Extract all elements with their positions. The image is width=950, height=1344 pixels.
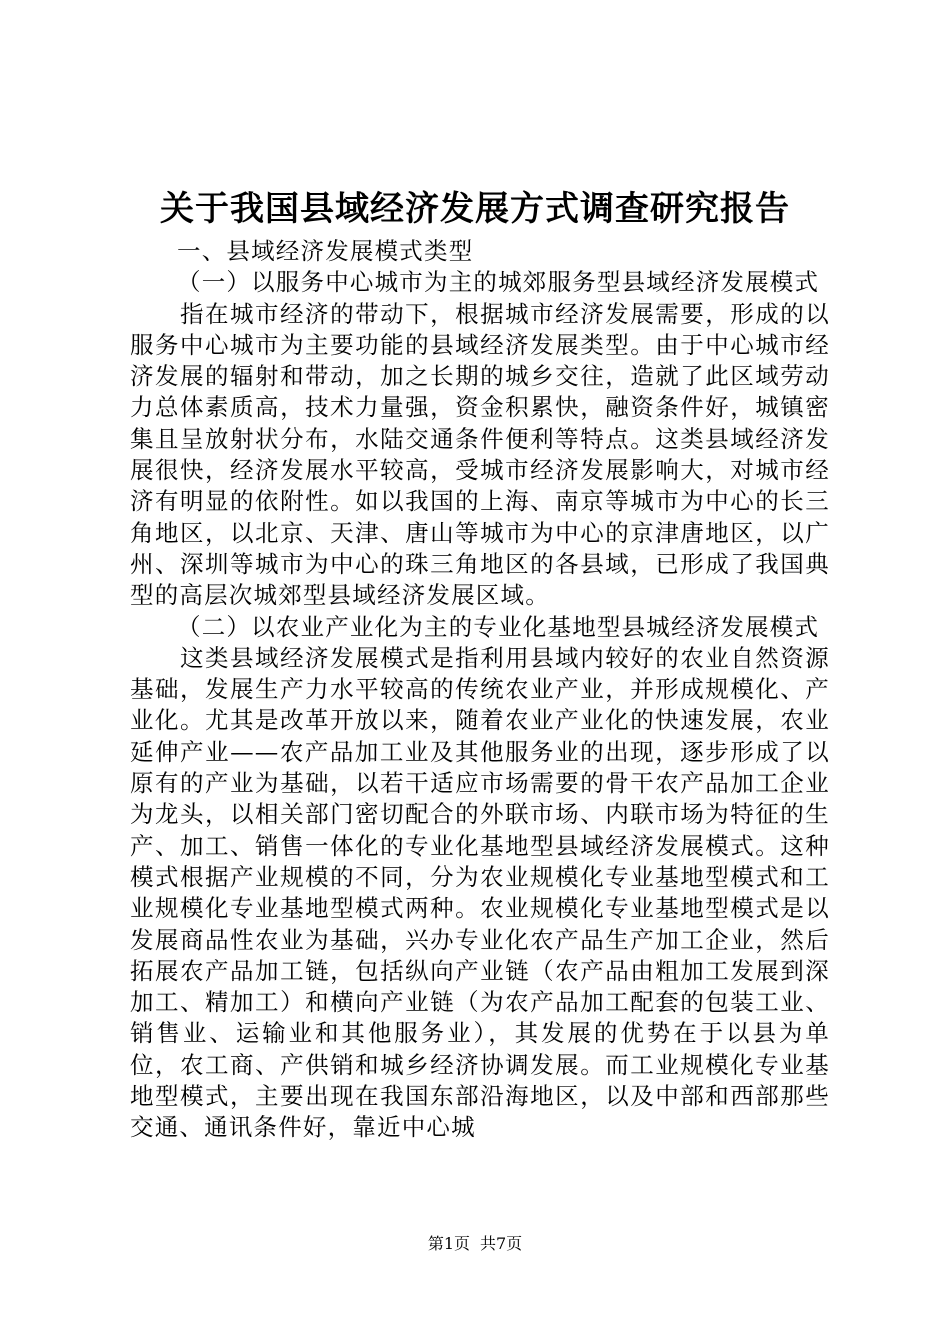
subsection-1-heading: （一）以服务中心城市为主的城郊服务型县域经济发展模式 bbox=[177, 268, 820, 297]
section-heading: 一、县域经济发展模式类型 bbox=[177, 237, 474, 265]
subsection-2-heading: （二）以农业产业化为主的专业化基地型县城经济发展模式 bbox=[177, 612, 820, 641]
page-footer bbox=[0, 1234, 950, 1254]
subsection-1-paragraph: 指在城市经济的带动下，根据城市经济发展需要，形成的以服务中心城市为主要功能的县域经济发展类型。由于中心城市经济发展的辐射和带动，加之长期的城乡交往，造就了此区域劳动力总体素质高，技术力量强，资金积累快，融资条件好，城镇密集且呈放射状分布，水陆交通条件便利等特点。这类县域经济发展很快，经济发展水平较高，受城市经济发展影响大，对城市经济有明显的依附性。如以我国的上海、南京等城市为中心的长三角地区，以北京、天津、唐山等城市为中心的京津唐地区，以广州、深圳等城市为中心的珠三角地区的各县域，已形成了我国典型的高层次城郊型县域经济发展区域。 bbox=[130, 299, 830, 610]
page-total: 共7页 bbox=[480, 1234, 523, 1253]
page-number: 第1页 bbox=[427, 1234, 470, 1253]
document-title: 关于我国县域经济发展方式调查研究报告 bbox=[160, 189, 790, 229]
subsection-2-paragraph: 这类县域经济发展模式是指利用县域内较好的农业自然资源基础，发展生产力水平较高的传统农业产业，并形成规模化、产业化。尤其是改革开放以来，随着农业产业化的快速发展，农业延伸产业——农产品加工业及其他服务业的出现，逐步形成了以原有的产业为基础，以若干适应市场需要的骨干农产品加工企业为龙头，以相关部门密切配合的外联市场、内联市场为特征的生产、加工、销售一体化的专业化基地型县域经济发展模式。这种模式根据产业规模的不同，分为农业规模化专业基地型模式和工业规模化专业基地型模式两种。农业规模化专业基地型模式是以发展商品性农业为基础，兴办专业化农产品生产加工企业，然后拓展农产品加工链，包括纵向产业链（农产品由粗加工发展到深加工、精加工）和横向产业链（为农产品加工配套的包装工业、销售业、运输业和其他服务业），其发展的优势在于以县为单位，农工商、产供销和城乡经济协调发展。而工业规模化专业基地型模式，主要出现在我国东部沿海地区，以及中部和西部那些交通、通讯条件好，靠近中心城 bbox=[130, 643, 830, 1142]
document-body bbox=[130, 236, 830, 1144]
